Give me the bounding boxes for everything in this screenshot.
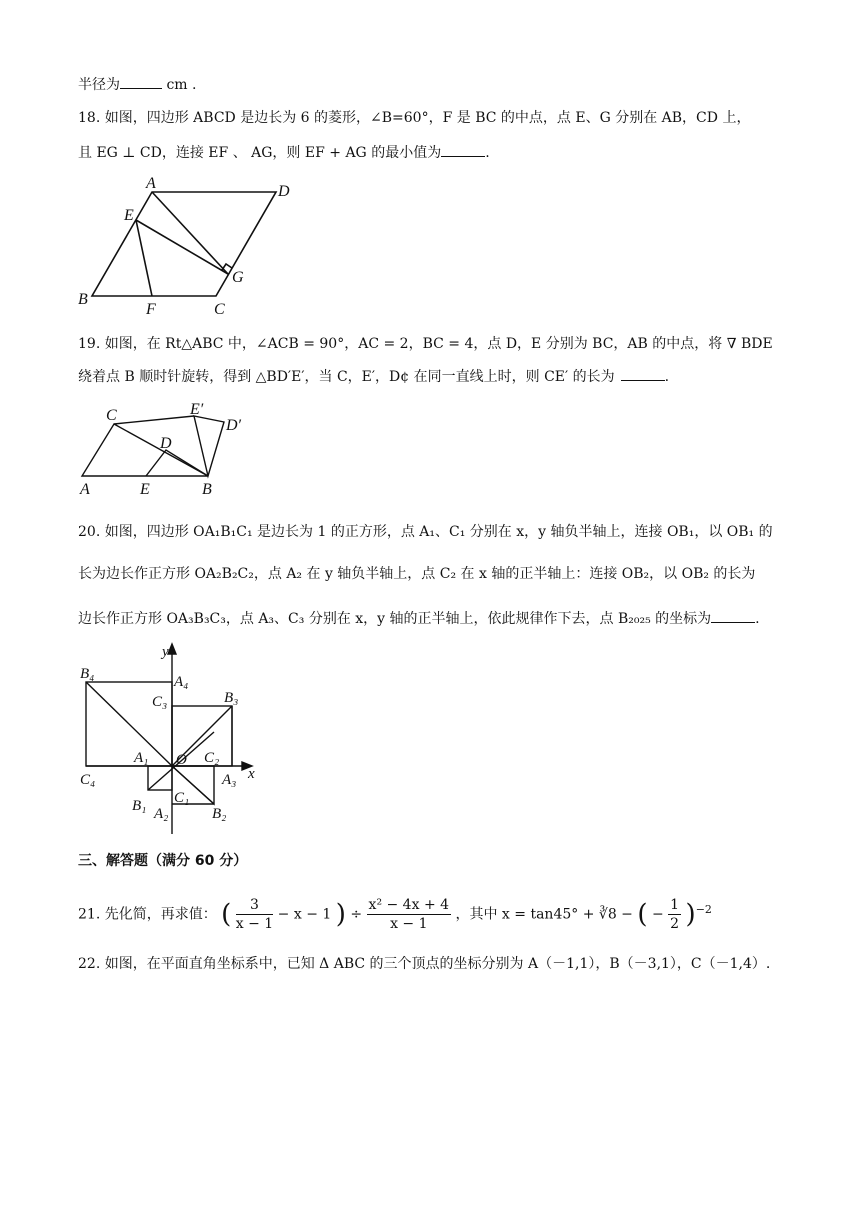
neg-sign: − (651, 906, 664, 923)
triangle-abc (82, 424, 208, 476)
q17-suffix: cm . (166, 77, 197, 93)
fraction-1-num: 3 (236, 896, 273, 915)
label-a: A (80, 481, 90, 498)
label-a: A (146, 175, 156, 192)
label-x: x (248, 766, 255, 782)
q21-mid: − x − 1 (277, 906, 332, 923)
label-b: B (78, 291, 88, 308)
q19-line2 (78, 366, 669, 387)
label-y: y (162, 644, 169, 660)
fraction-1-den: x − 1 (235, 916, 274, 933)
right-angle-mark (222, 264, 232, 270)
label-c4: C₄ (80, 772, 96, 788)
label-f: F (146, 301, 156, 318)
q20-line3-text: 边长作正方形 OA₃B₃C₃，点 A₃、C₃ 分别在 x，y 轴的正半轴上，依此规律作下去，点 B₂₀₂₅ 的坐标为 (78, 611, 712, 627)
segment-ef (136, 220, 152, 296)
q18-line2 (78, 142, 490, 163)
label-c2: C₂ (204, 750, 220, 766)
q18-line1: 18. 如图，四边形 ABCD 是边长为 6 的菱形，∠B=60°，F 是 BC 的中点，点 E、G 分别在 AB，CD 上， (78, 110, 751, 126)
fraction-2-den: x − 1 (390, 916, 428, 933)
divide-sign: ÷ (350, 906, 363, 923)
paren-close: ) (335, 899, 346, 930)
segment-ce (114, 416, 194, 424)
q20-period: . (755, 611, 760, 627)
answer-blank (441, 142, 485, 157)
segment-ed (146, 450, 208, 476)
q21-prefix: 21. 先化简，再求值： (78, 906, 217, 923)
segment-eg (136, 220, 228, 274)
label-d: D (278, 183, 290, 200)
label-b: B (202, 481, 212, 498)
fraction-1 (236, 896, 273, 933)
q18-period: . (485, 145, 490, 161)
q20-line3 (78, 608, 760, 629)
label-b3: B₃ (224, 690, 239, 706)
label-c1: C₁ (174, 790, 190, 806)
answer-blank (711, 608, 755, 623)
label-b1: B₁ (132, 798, 147, 814)
paren-close-2: ) (685, 899, 696, 930)
label-c3: C₃ (152, 694, 168, 710)
fraction-3-num: 1 (670, 897, 680, 914)
answer-blank (621, 366, 665, 381)
y-axis-arrow (168, 644, 176, 654)
rhombus-abcd (92, 192, 276, 296)
q20-line2: 长为边长作正方形 OA₂B₂C₂，点 A₂ 在 y 轴负半轴上，点 C₂ 在 x 轴的正半轴上：连接 OB₂，以 OB₂ 的长为 (78, 566, 756, 582)
paren-open-2: ( (637, 899, 648, 930)
label-b4: B₄ (80, 666, 95, 682)
q21-where: ，其中 x = tan45° + ∛8 − (455, 906, 638, 923)
fraction-2 (367, 896, 451, 933)
label-c: C (214, 301, 225, 318)
triangle-bd-e (194, 416, 224, 476)
q18-line2-text: 且 EG ⊥ CD，连接 EF 、 AG，则 EF + AG 的最小值为 (78, 145, 442, 161)
label-a4: A₄ (174, 674, 189, 690)
q21 (78, 890, 712, 933)
q19-period: . (664, 369, 670, 385)
label-d-prime: D′ (226, 417, 242, 434)
label-o: O (176, 752, 187, 768)
q17-tail (78, 74, 196, 95)
label-e: E (124, 207, 134, 224)
label-e: E (140, 481, 150, 498)
label-c: C (106, 407, 117, 424)
label-g: G (232, 269, 244, 286)
label-b2: B₂ (212, 806, 227, 822)
label-a1: A₁ (134, 750, 149, 766)
label-a3: A₃ (222, 772, 237, 788)
label-a2: A₂ (154, 806, 169, 822)
q17-prefix: 半径为 (78, 77, 120, 93)
fraction-2-num: x² − 4x + 4 (368, 897, 450, 914)
q19-figure (76, 398, 256, 498)
q22: 22. 如图，在平面直角坐标系中，已知 Δ ABC 的三个顶点的坐标分别为 A（－1,1），B（－3,1），C（－1,4）. (78, 956, 771, 972)
segment-ag (152, 192, 228, 274)
q20-figure (76, 640, 266, 840)
q19-line2-text: 绕着点 B 顺时针旋转，得到 △BD′E′，当 C，E′，D¢ 在同一直线上时，则 CE′ 的长为 (78, 369, 615, 385)
q20-line1: 20. 如图，四边形 OA₁B₁C₁ 是边长为 1 的正方形，点 A₁、C₁ 分别在 x，y 轴负半轴上，连接 OB₁，以 OB₁ 的 (78, 524, 773, 540)
fraction-3 (668, 896, 681, 933)
answer-blank (120, 74, 162, 89)
section-heading: 三、解答题（满分 60 分） (78, 853, 248, 869)
fraction-3-den: 2 (670, 916, 680, 933)
paren-open: ( (221, 899, 232, 930)
q19-line1: 19. 如图，在 Rt△ABC 中，∠ACB = 90°，AC = 2，BC = 4，点 D，E 分别为 BC，AB 的中点，将 ∇ BDE (78, 336, 773, 352)
label-e-prime: E′ (190, 401, 204, 418)
label-d: D (160, 435, 172, 452)
q18-figure (76, 172, 296, 318)
exponent: −2 (695, 903, 712, 916)
